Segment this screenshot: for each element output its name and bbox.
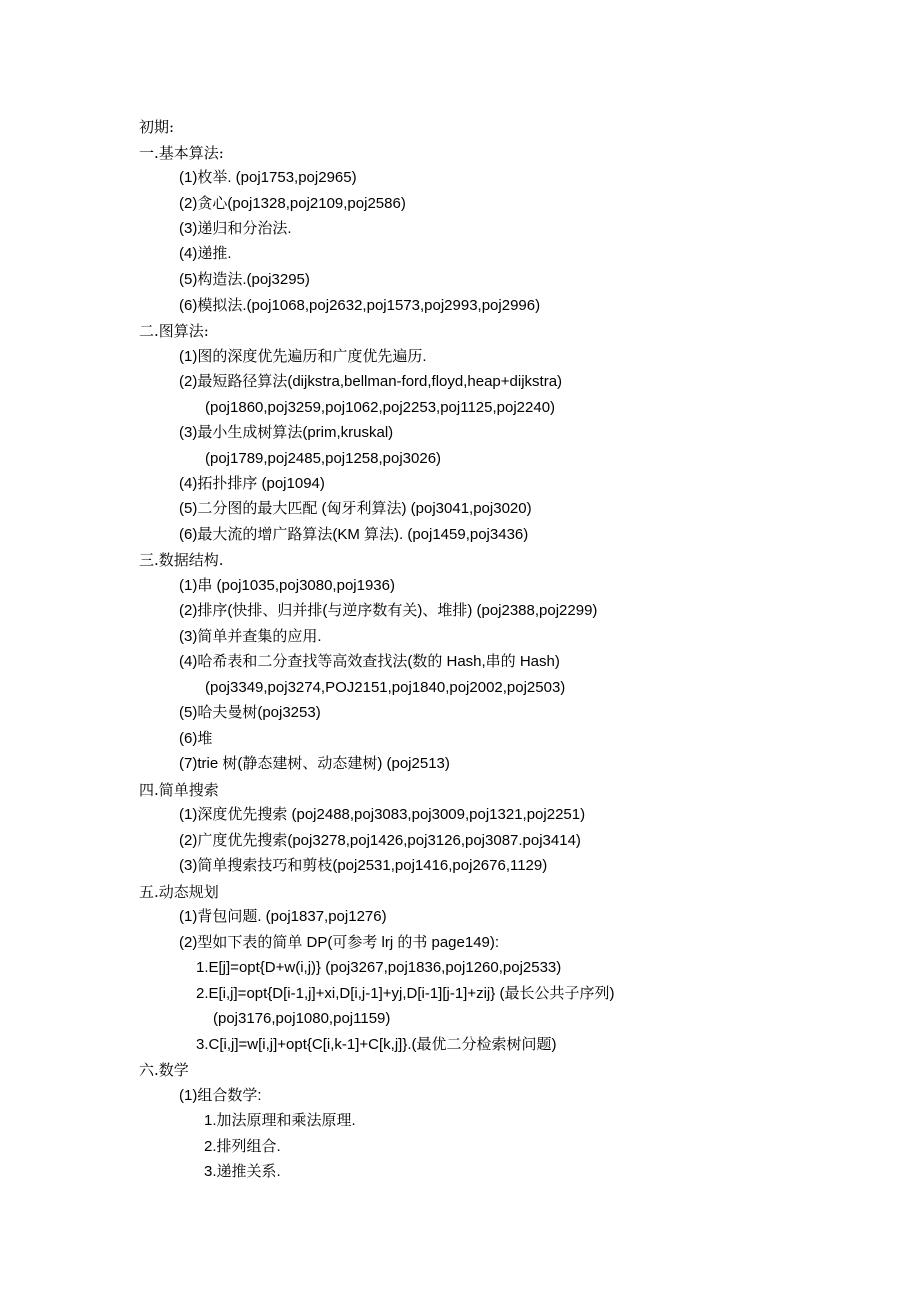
doc-line-2: (1)枚举. (poj1753,poj2965): [179, 169, 357, 186]
doc-line-34: 2.E[i,j]=opt{D[i-1,j]+xi,D[i,j-1]+yj,D[i-1][j-1]+zij} (最长公共子序列): [196, 985, 615, 1002]
doc-line-23: (5)哈夫曼树(poj3253): [179, 704, 321, 721]
doc-line-35: (poj3176,poj1080,poj1159): [213, 1010, 391, 1027]
doc-line-3: (2)贪心(poj1328,poj2109,poj2586): [179, 195, 406, 212]
doc-line-30: 五.动态规划: [139, 883, 219, 901]
doc-line-8: 二.图算法:: [139, 322, 209, 340]
doc-line-32: (2)型如下表的简单 DP(可参考 lrj 的书 page149):: [179, 934, 500, 951]
doc-line-22: (poj3349,poj3274,POJ2151,poj1840,poj2002,poj2503): [205, 679, 566, 696]
doc-line-13: (poj1789,poj2485,poj1258,poj3026): [205, 450, 442, 467]
doc-line-24: (6)堆: [179, 730, 213, 747]
doc-line-10: (2)最短路径算法(dijkstra,bellman-ford,floyd,heap+dijkstra): [179, 373, 563, 390]
doc-line-1: 一.基本算法:: [139, 144, 224, 162]
doc-line-20: (3)简单并查集的应用.: [179, 628, 322, 645]
doc-line-0: 初期:: [139, 118, 175, 136]
doc-line-25: (7)trie 树(静态建树、动态建树) (poj2513): [179, 755, 450, 772]
doc-line-36: 3.C[i,j]=w[i,j]+opt{C[i,k-1]+C[k,j]}.(最优二分检索树问题): [196, 1036, 557, 1053]
doc-line-4: (3)递归和分治法.: [179, 220, 292, 237]
doc-line-38: (1)组合数学:: [179, 1087, 262, 1104]
doc-line-12: (3)最小生成树算法(prim,kruskal): [179, 424, 394, 441]
doc-line-15: (5)二分图的最大匹配 (匈牙利算法) (poj3041,poj3020): [179, 500, 532, 517]
doc-line-18: (1)串 (poj1035,poj3080,poj1936): [179, 577, 395, 594]
doc-line-17: 三.数据结构.: [139, 551, 224, 569]
doc-line-41: 3.递推关系.: [204, 1163, 281, 1180]
doc-line-7: (6)模拟法.(poj1068,poj2632,poj1573,poj2993,poj2996): [179, 297, 541, 314]
doc-line-19: (2)排序(快排、归并排(与逆序数有关)、堆排) (poj2388,poj2299): [179, 602, 598, 619]
doc-line-28: (2)广度优先搜索(poj3278,poj1426,poj3126,poj3087.poj3414): [179, 832, 581, 849]
doc-line-6: (5)构造法.(poj3295): [179, 271, 310, 288]
doc-line-39: 1.加法原理和乘法原理.: [204, 1112, 356, 1129]
doc-line-37: 六.数学: [139, 1061, 189, 1079]
doc-line-14: (4)拓扑排序 (poj1094): [179, 475, 325, 492]
doc-line-16: (6)最大流的增广路算法(KM 算法). (poj1459,poj3436): [179, 526, 529, 543]
doc-line-27: (1)深度优先搜索 (poj2488,poj3083,poj3009,poj1321,poj2251): [179, 806, 586, 823]
doc-line-31: (1)背包问题. (poj1837,poj1276): [179, 908, 387, 925]
doc-line-40: 2.排列组合.: [204, 1138, 281, 1155]
doc-line-5: (4)递推.: [179, 245, 232, 262]
doc-line-11: (poj1860,poj3259,poj1062,poj2253,poj1125,poj2240): [205, 399, 556, 416]
doc-line-33: 1.E[j]=opt{D+w(i,j)} (poj3267,poj1836,poj1260,poj2533): [196, 959, 562, 976]
doc-line-21: (4)哈希表和二分查找等高效查找法(数的 Hash,串的 Hash): [179, 653, 560, 670]
doc-line-29: (3)简单搜索技巧和剪枝(poj2531,poj1416,poj2676,1129): [179, 857, 548, 874]
doc-line-9: (1)图的深度优先遍历和广度优先遍历.: [179, 348, 427, 365]
doc-line-26: 四.简单搜索: [139, 781, 219, 799]
